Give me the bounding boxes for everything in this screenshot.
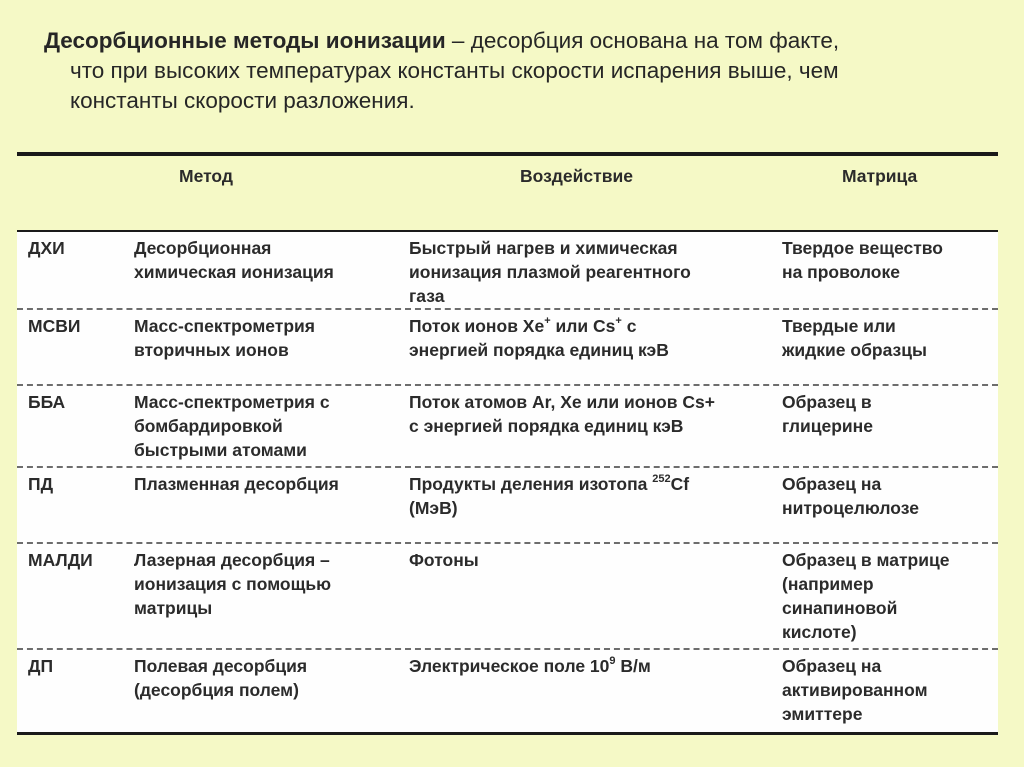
row-abbr: ББА [28,392,66,412]
table-body [17,230,998,735]
action-sup1: + [544,315,551,327]
action-text-mid: или Cs [550,316,616,336]
row-matrix: Образец в глицерине [782,392,873,436]
row-abbr: ДХИ [28,238,65,258]
action-text-post: с энергией порядка единиц кэВ [409,316,669,360]
row-action: Фотоны [409,550,479,570]
header-matrix: Матрица [842,166,918,186]
row-method: Десорбционная химическая ионизация [134,238,334,282]
row-method: Плазменная десорбция [134,474,339,494]
table-row [17,468,998,544]
action-text-post: В/м [615,656,651,676]
row-abbr: МСВИ [28,316,81,336]
header-method: Метод [179,166,233,186]
row-method: Полевая десорбция (десорбция полем) [134,656,308,700]
row-matrix: Образец в матрице (например синапиновой кислоте) [782,550,950,642]
row-matrix: Твердое вещество на проволоке [782,238,943,282]
row-method: Масс-спектрометрия с бомбардировкой быстрыми атомами [134,392,330,460]
row-matrix: Образец на нитроцелюлозе [782,474,919,518]
row-matrix: Образец на активированном эмиттере [782,656,928,724]
title-bold: Десорбционные методы ионизации [44,28,446,53]
action-sup: 9 [609,655,616,667]
row-method: Масс-спектрометрия вторичных ионов [134,316,316,360]
methods-table [17,152,998,735]
header-action: Воздействие [520,166,633,186]
action-text-pre: Электрическое поле 10 [409,656,610,676]
title-line1-rest: – десорбция основана на том факте, [445,28,840,53]
row-action: Быстрый нагрев и химическая ионизация плазмой реагентного газа [409,238,691,306]
row-matrix: Твердые или жидкие образцы [782,316,927,360]
row-action [409,472,779,520]
row-abbr: МАЛДИ [28,550,93,570]
table-row [17,650,998,735]
action-text-post: Cf (МэВ) [409,474,690,518]
action-text-pre: Продукты деления изотопа [409,474,653,494]
table-row [17,544,998,650]
row-abbr: ПД [28,474,54,494]
row-action: Поток атомов Ar, Xe или ионов Cs+ с энергией порядка единиц кэВ [409,392,715,436]
table-row [17,310,998,386]
table-header [17,156,998,230]
action-sup: 252 [652,473,671,485]
action-sup2: + [615,315,622,327]
table-row [17,232,998,310]
slide-title [44,26,994,116]
title-line3: константы скорости разложения. [70,88,415,113]
row-method: Лазерная десорбция – ионизация с помощью матрицы [134,550,332,618]
row-abbr: ДП [28,656,54,676]
table-row [17,386,998,468]
action-text-pre: Поток ионов Xe [409,316,545,336]
row-action [409,314,779,362]
title-line2: что при высоких температурах константы скорости испарения выше, чем [70,58,839,83]
row-action [409,654,779,678]
